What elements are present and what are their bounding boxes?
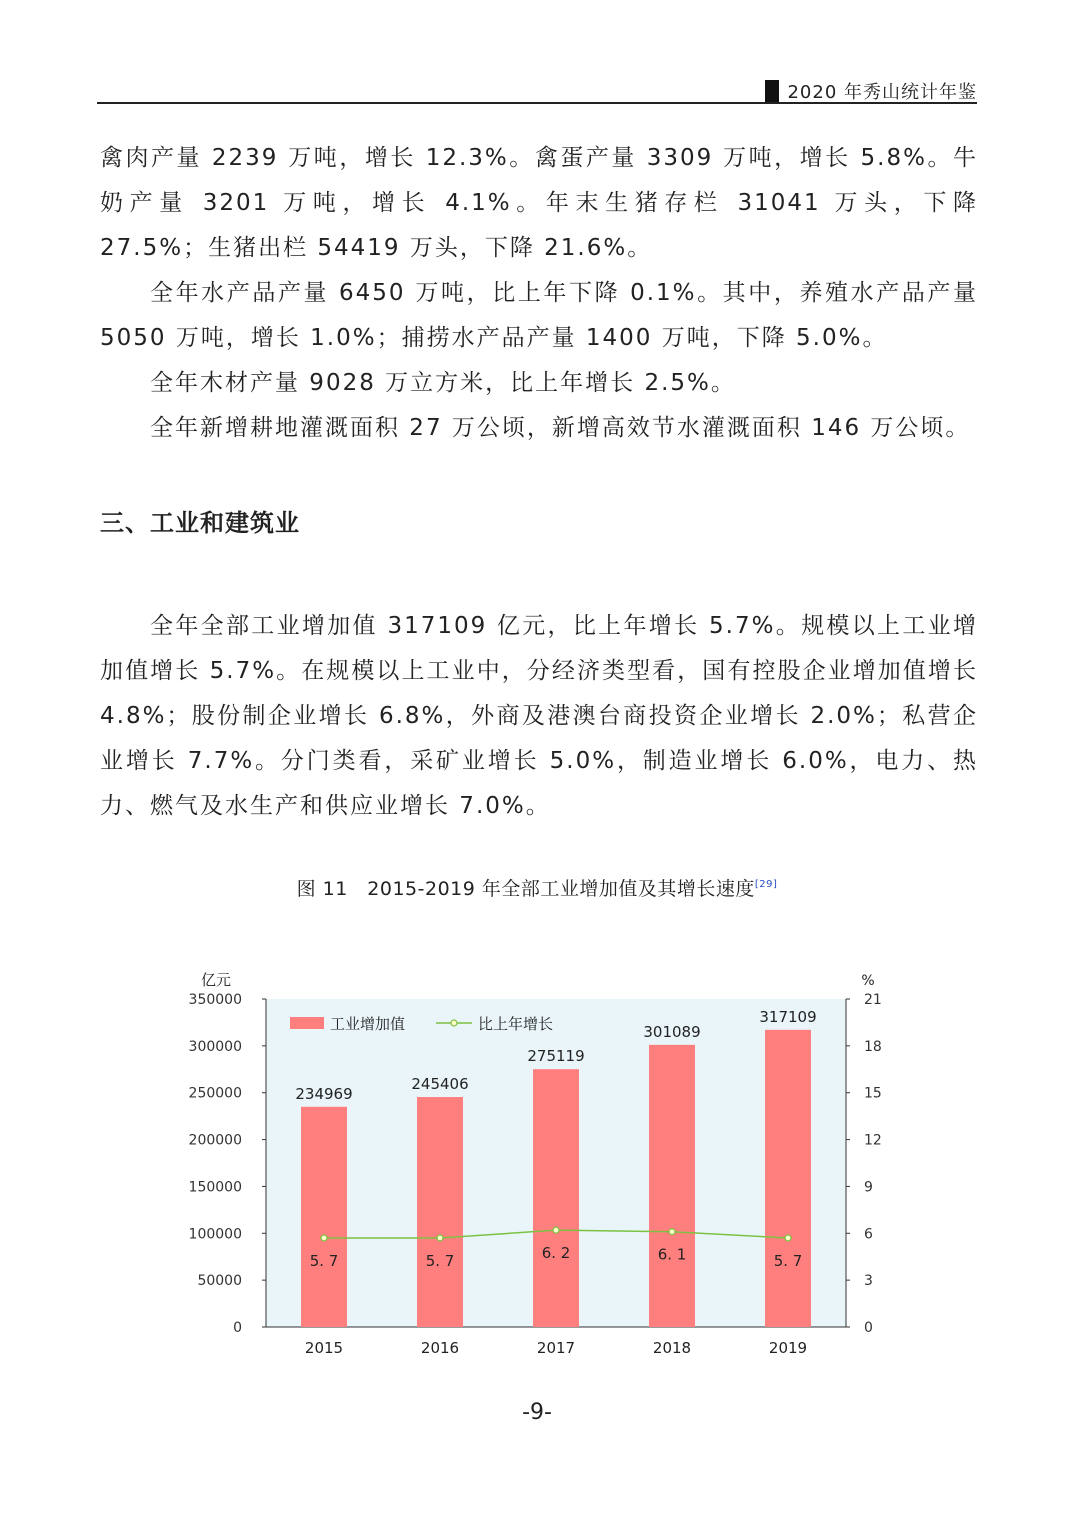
text-block-industry (100, 604, 978, 829)
legend-bar-label: 工业增加值 (330, 1015, 406, 1033)
legend-bar-swatch (290, 1017, 324, 1029)
paragraph-industry: 全年全部工业增加值 317109 亿元，比上年增长 5.7%。规模以上工业增加值增长 5.7%。在规模以上工业中，分经济类型看，国有控股企业增加值增长 4.8%；股份制企业增长 6.8%，外商及港澳台商投资企业增长 2.0%；私营企业增长 7.7%。分门类看，采矿业增长 5.0%，制造业增长 6.0%，电力、热力、燃气及水生产和供应业增长 7.0%。 (100, 613, 978, 819)
left-tick-label: 50000 (197, 1273, 242, 1290)
x-tick-label: 2015 (304, 1339, 344, 1357)
left-tick-label: 250000 (188, 1085, 242, 1102)
figure-reference: [29] (754, 879, 778, 890)
bar-value-label: 275119 (527, 1047, 585, 1066)
right-tick-label: 3 (864, 1273, 873, 1290)
left-axis-unit: 亿元 (200, 971, 232, 989)
x-tick-label: 2018 (652, 1339, 692, 1357)
left-tick-label: 200000 (188, 1132, 242, 1149)
growth-point (785, 1235, 791, 1241)
chart-container (180, 965, 900, 1365)
x-tick-label: 2016 (420, 1339, 460, 1357)
industry-chart (180, 965, 900, 1365)
left-tick-label: 100000 (188, 1226, 242, 1243)
growth-point (553, 1227, 559, 1233)
growth-point (437, 1235, 443, 1241)
text-block-agriculture (100, 136, 978, 451)
x-tick-label: 2019 (768, 1339, 808, 1357)
bar (301, 1107, 347, 1327)
paragraph-aquatic: 全年水产品产量 6450 万吨，比上年下降 0.1%。其中，养殖水产品产量 5050 万吨，增长 1.0%；捕捞水产品产量 1400 万吨，下降 5.0%。 (100, 280, 978, 351)
figure-caption (0, 874, 1074, 901)
right-tick-label: 15 (864, 1085, 882, 1102)
page-number: -9- (522, 1400, 552, 1425)
header-title: 2020 年秀山统计年鉴 (787, 82, 977, 103)
legend-line-marker (451, 1020, 457, 1026)
left-tick-label: 300000 (188, 1038, 242, 1055)
growth-value-label: 5. 7 (309, 1251, 339, 1270)
left-tick-label: 350000 (188, 992, 242, 1008)
paragraph-irrigation: 全年新增耕地灌溉面积 27 万公顷，新增高效节水灌溉面积 146 万公顷。 (150, 415, 971, 441)
right-tick-label: 6 (864, 1226, 873, 1243)
section-heading: 三、工业和建筑业 (100, 509, 300, 537)
bar-value-label: 317109 (759, 1007, 817, 1026)
growth-value-label: 6. 2 (541, 1244, 571, 1263)
header-marker-icon (765, 80, 779, 102)
right-axis-unit: % (861, 973, 875, 989)
bar-value-label: 234969 (295, 1084, 353, 1103)
bar (649, 1045, 695, 1327)
bar (417, 1097, 463, 1327)
header-title-group (765, 78, 977, 104)
growth-point (321, 1235, 327, 1241)
growth-value-label: 6. 1 (657, 1245, 687, 1264)
growth-value-label: 5. 7 (773, 1251, 803, 1270)
bar (765, 1030, 811, 1327)
right-tick-label: 12 (864, 1132, 882, 1149)
right-tick-label: 18 (864, 1038, 882, 1055)
growth-value-label: 5. 7 (425, 1251, 455, 1270)
bar (533, 1069, 579, 1327)
growth-point (669, 1229, 675, 1235)
left-tick-label: 150000 (188, 1179, 242, 1196)
bar-value-label: 301089 (643, 1022, 701, 1041)
paragraph-livestock: 禽肉产量 2239 万吨，增长 12.3%。禽蛋产量 3309 万吨，增长 5.8%。牛奶产量 3201 万吨，增长 4.1%。年末生猪存栏 31041 万头，下降 27.5%；生猪出栏 54419 万头，下降 21.6%。 (100, 145, 978, 261)
right-tick-label: 9 (864, 1179, 873, 1196)
paragraph-timber: 全年木材产量 9028 万立方米，比上年增长 2.5%。 (150, 370, 736, 396)
left-tick-label: 0 (233, 1320, 242, 1336)
right-tick-label: 0 (864, 1320, 873, 1336)
right-tick-label: 21 (864, 992, 882, 1008)
figure-title: 图 11 2015-2019 年全部工业增加值及其增长速度 (296, 878, 755, 900)
x-tick-label: 2017 (536, 1339, 576, 1357)
bar-value-label: 245406 (411, 1075, 469, 1094)
page-header (97, 74, 977, 104)
legend-line-label: 比上年增长 (478, 1015, 554, 1033)
